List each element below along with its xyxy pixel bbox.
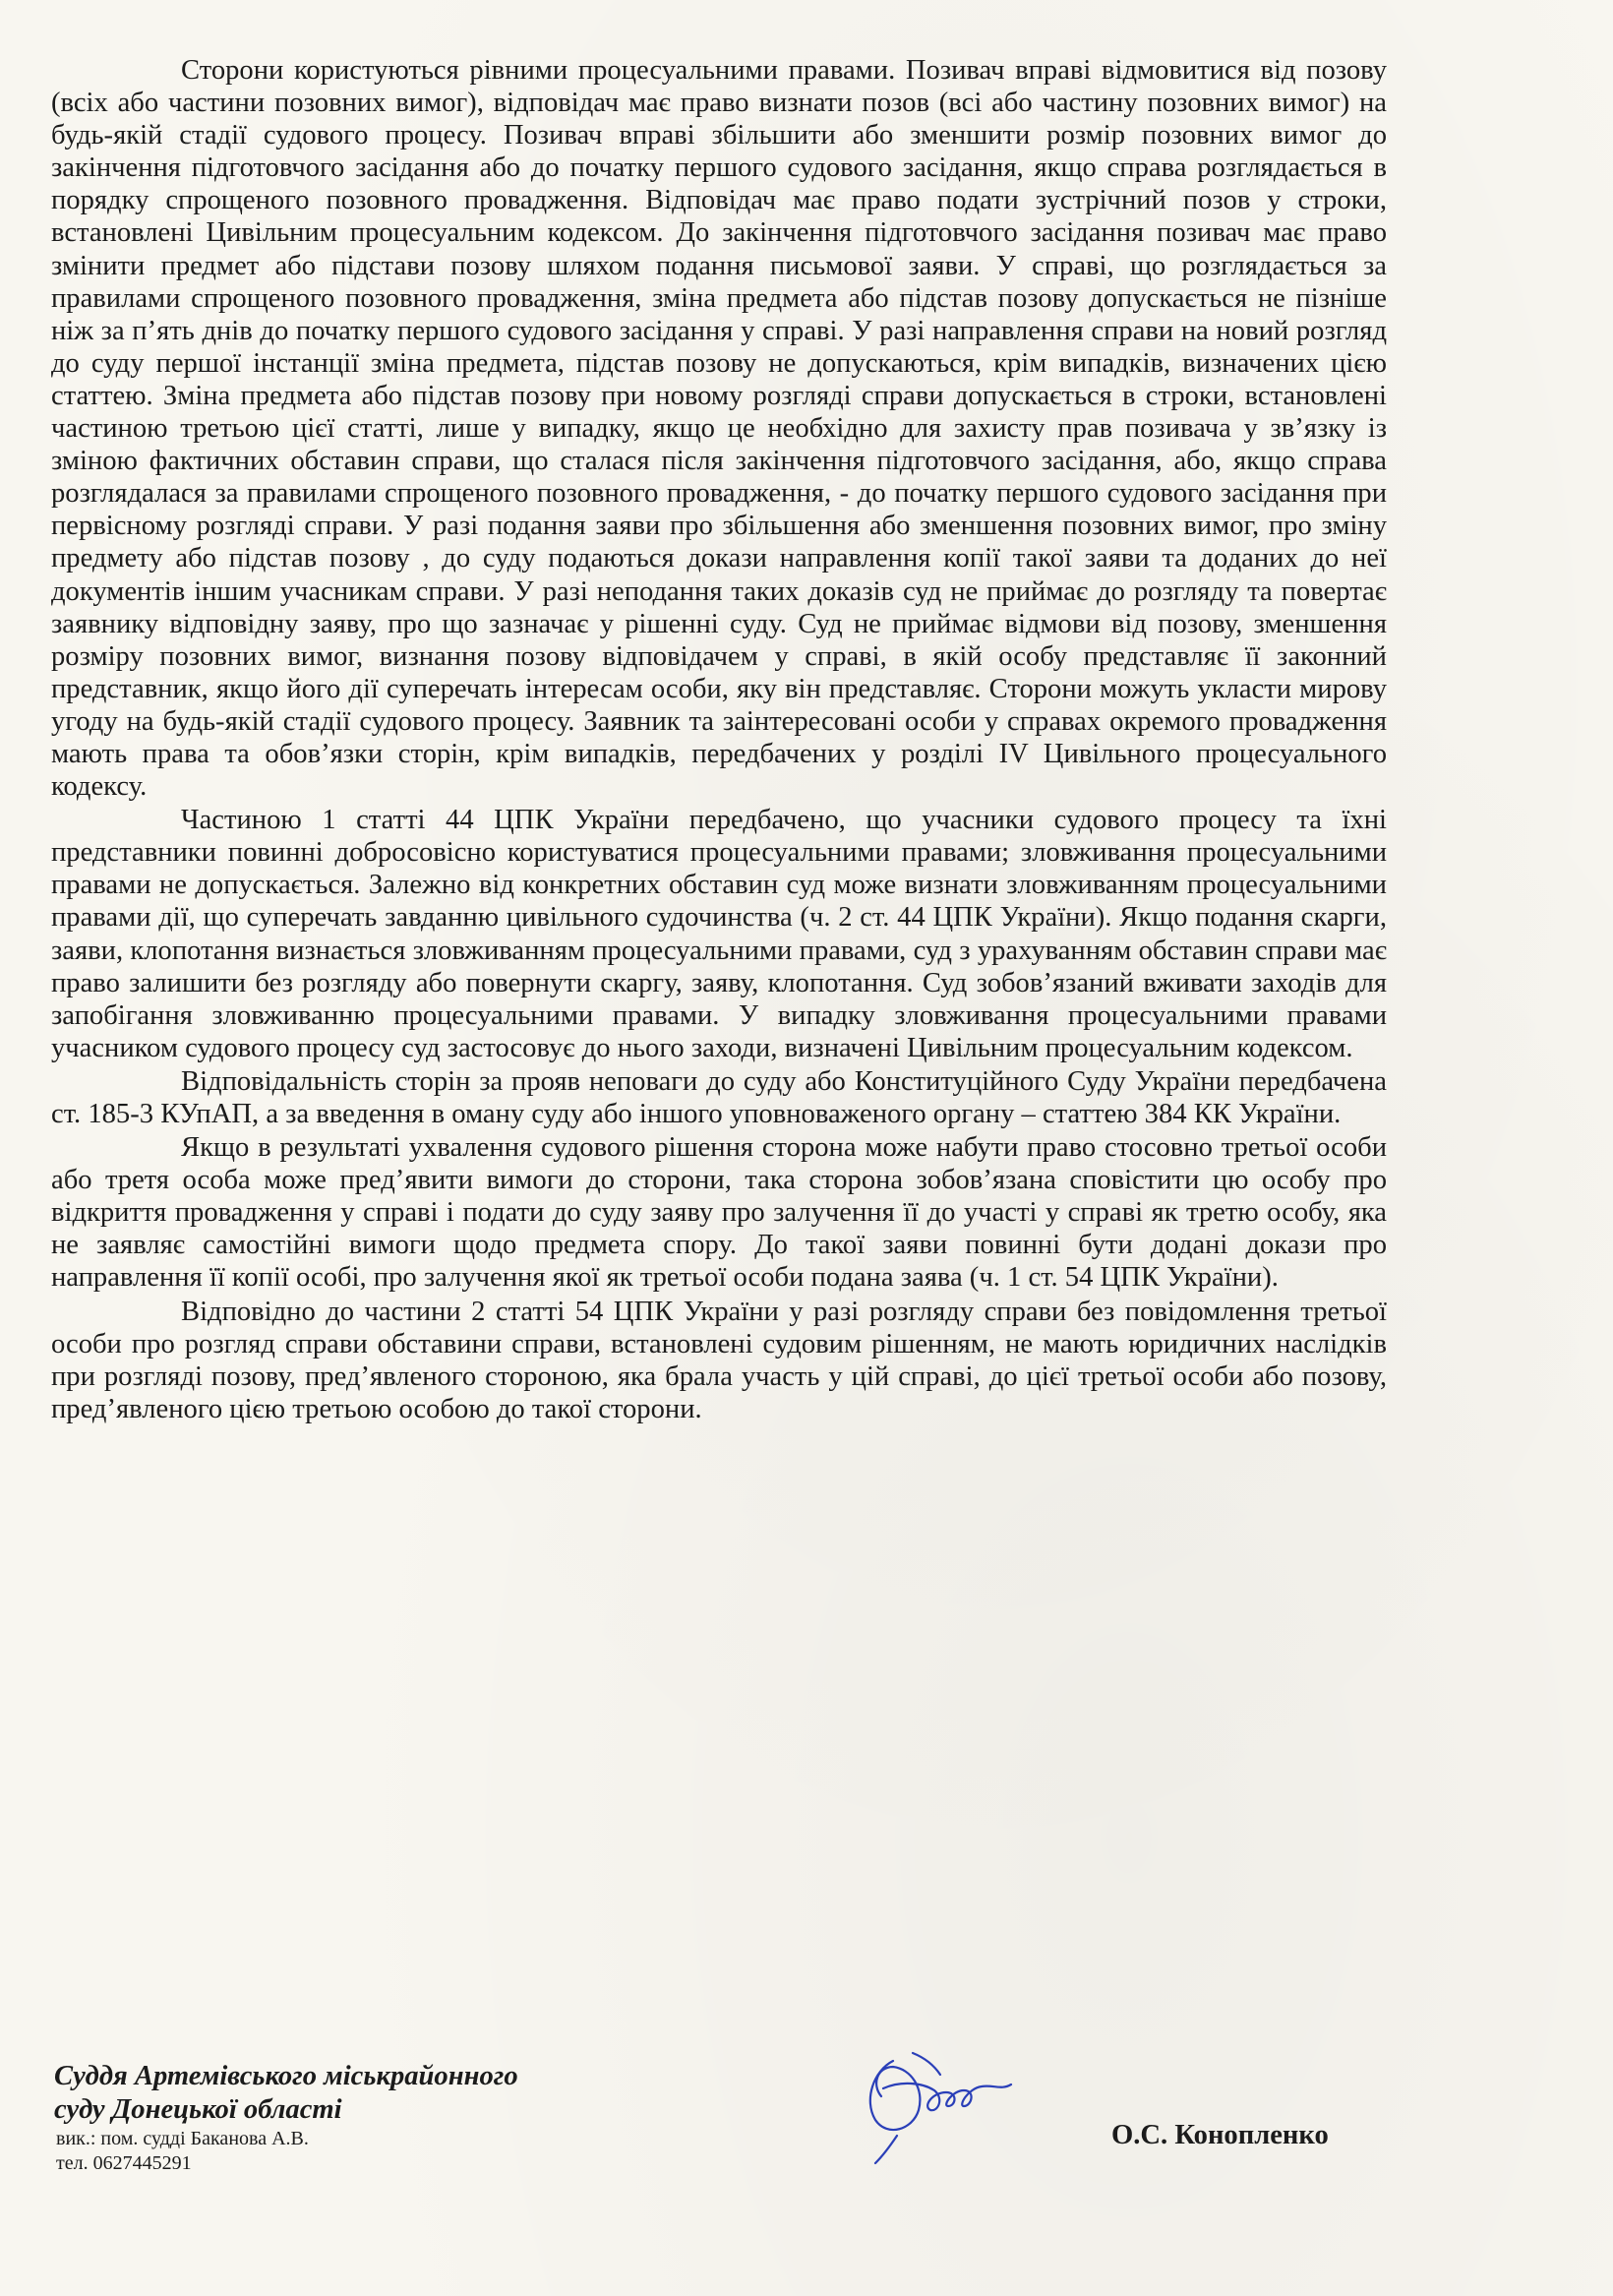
judge-title-line-2: суду Донецької області xyxy=(54,2094,342,2125)
executor-line: вик.: пом. судді Баканова А.В. xyxy=(56,2128,309,2149)
signature-block xyxy=(54,2060,605,2176)
paragraph-third-party-consequences: Відповідно до частини 2 статті 54 ЦПК України у разі розгляду справи без повідомлення третьої особи про розгляд справи обставини справи, встановлені судовим рішенням, не мають юридичних наслідків при розгляді позову, пред’явленого стороною, яка брала участь у цій справі, до цієї третьої особи або позову, пред’явленого цією третьою особою до такої сторони. xyxy=(51,1296,1387,1424)
judge-name: О.С. Конопленко xyxy=(1111,2120,1329,2150)
handwritten-signature xyxy=(854,2041,1031,2169)
paragraph-abuse-of-rights: Частиною 1 статті 44 ЦПК України передбачено, що учасники судового процесу та їхні представники повинні добросовісно користуватися процесуальними правами; зловживання процесуальними правами не допускається. Залежно від конкретних обставин суд може визнати зловживанням процесуальними правами дії, що суперечать завданню цивільного судочинства (ч. 2 ст. 44 ЦПК України). Якщо подання скарги, заяви, клопотання визнається зловживанням процесуальними правами, суд з урахуванням обставин справи має право залишити без розгляду або повернути скаргу, заяву, клопотання. Суд зобов’язаний вживати заходів для запобігання зловживанню процесуальними правами. У випадку зловживання процесуальними правами учасником судового процесу суд застосовує до нього заходи, визначені Цивільним процесуальним кодексом. xyxy=(51,805,1387,1063)
paragraph-parties-rights: Сторони користуються рівними процесуальними правами. Позивач вправі відмовитися від позову (всіх або частини позовних вимог), відповідач має право визнати позов (всі або частину позовних вимог) на будь-якій стадії судового процесу. Позивач вправі збільшити або зменшити розмір позовних вимог до закінчення підготовчого засідання або до початку першого судового засідання, якщо справа розглядається в порядку спрощеного позовного провадження. Відповідач має право подати зустрічний позов у строки, встановлені Цивільним процесуальним кодексом. До закінчення підготовчого засідання позивач має право змінити предмет або підстави позову шляхом подання письмової заяви. У справі, що розглядається за правилами спрощеного позовного провадження, зміна предмета або підстав позову допускається не пізніше ніж за п’ять днів до початку першого судового засідання у справі. У разі направлення справи на новий розгляд до суду першої інстанції зміна предмета, підстав позову не допускаються, крім випадків, визначених цією статтею. Зміна предмета або підстав позову при новому розгляді справи допускається в строки, встановлені частиною третьою цієї статті, лише у випадку, якщо це необхідно для захисту прав позивача у зв’язку із зміною фактичних обставин справи, що сталася після закінчення підготовчого засідання, або, якщо справа розглядалася за правилами спрощеного позовного провадження, - до початку першого судового засідання при первісному розгляді справи. У разі подання заяви про збільшення або зменшення позовних вимог, про зміну предмету або підстав позову , до суду подаються докази направлення копії такої заяви та доданих до неї документів іншим учасникам справи. У разі неподання таких доказів суд не приймає до розгляду та повертає заявнику відповідну заяву, про що зазначає у рішенні суду. Суд не приймає відмови від позову, зменшення розміру позовних вимог, визнання позову відповідачем у справі, в якій особу представляє її законний представник, якщо його дії суперечать інтересам особи, яку він представляє. Сторони можуть укласти мирову угоду на будь-якій стадії судового процесу. Заявник та заінтересовані особи у справах окремого провадження мають права та обов’язки сторін, крім випадків, передбачених у розділі IV Цивільного процесуального кодексу. xyxy=(51,55,1387,803)
phone-line: тел. 0627445291 xyxy=(56,2152,192,2174)
document-body xyxy=(51,54,1387,1425)
paragraph-third-party-notice: Якщо в результаті ухвалення судового рішення сторона може набути право стосовно третьої особи або третя особа може пред’явити вимоги до сторони, така сторона зобов’язана сповістити цю особу про відкриття провадження у справі і подати до суду заяву про залучення її до участі у справі як третю особу, яка не заявляє самостійні вимоги щодо предмета спору. До такої заяви повинні бути додані докази про направлення її копії особі, про залучення якої як третьої особи подана заява (ч. 1 ст. 54 ЦПК України). xyxy=(51,1132,1387,1294)
judge-title-line-1: Суддя Артемівського міськрайонного xyxy=(54,2061,518,2091)
paragraph-liability: Відповідальність сторін за прояв неповаги до суду або Конституційного Суду України передбачена ст. 185-3 КУпАП, а за введення в оману суду або іншого уповноваженого органу – статтею 384 КК України. xyxy=(51,1065,1387,1129)
